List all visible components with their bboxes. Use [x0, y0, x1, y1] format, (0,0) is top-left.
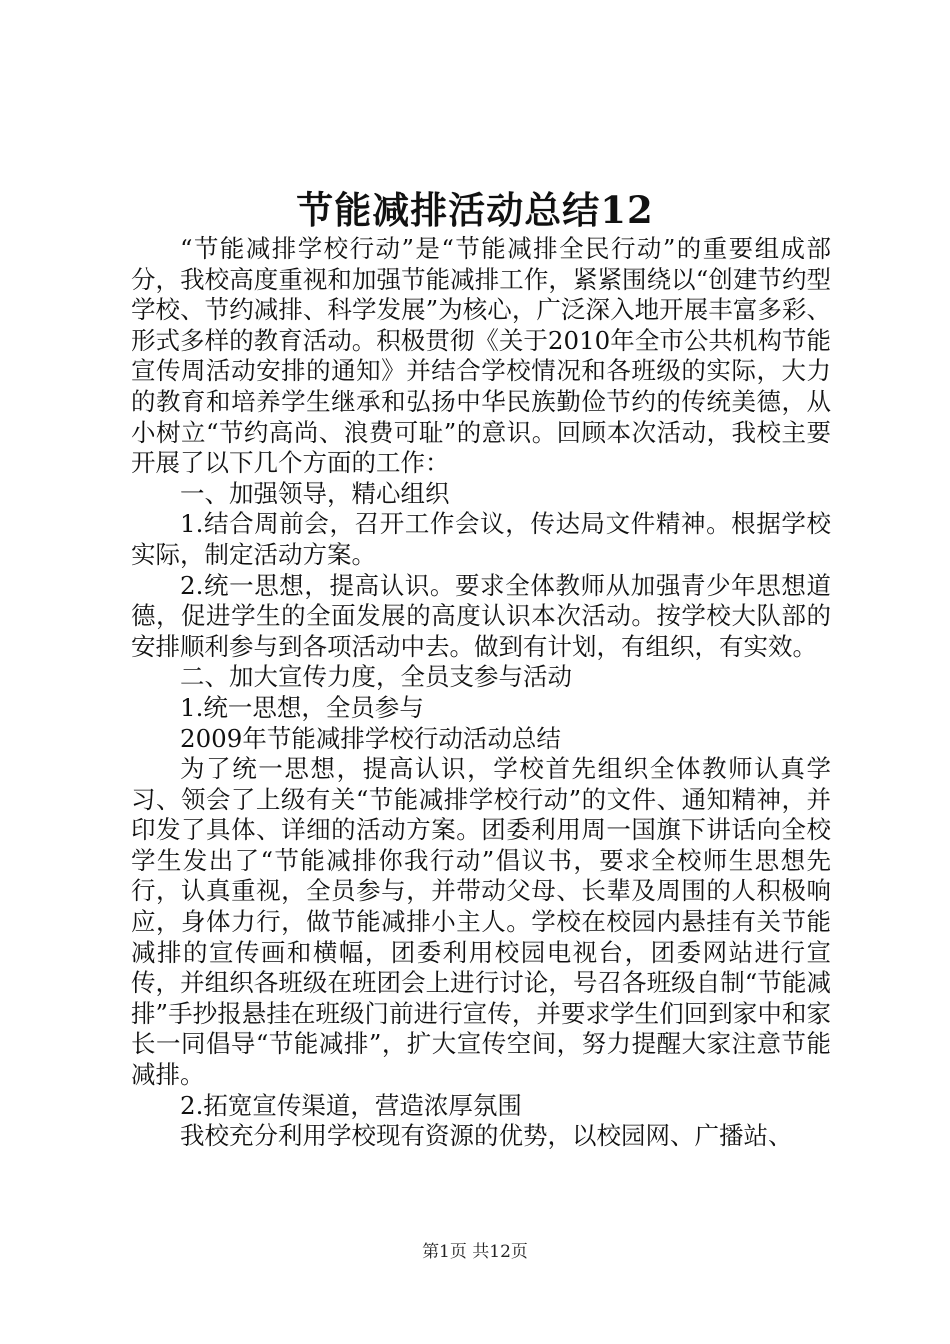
- paragraph-resources: 我校充分利用学校现有资源的优势，以校园网、广播站、: [180, 1121, 793, 1151]
- paragraph-item-2-1: 1.统一思想，全员参与: [180, 692, 424, 722]
- paragraph-subtitle: 2009年节能减排学校行动活动总结: [180, 723, 561, 753]
- paragraph-item-1-2: 2.统一思想，提高认识。要求全体教师从加强青少年思想道德，促进学生的全面发展的高度认识本次活动。按学校大队部的安排顺利参与到各项活动中去。做到有计划，有组织，有实效。: [131, 570, 831, 661]
- section-heading-2: 二、加大宣传力度，全员支参与活动: [180, 662, 572, 692]
- section-heading-1: 一、加强领导，精心组织: [180, 478, 450, 508]
- document-title: 节能减排活动总结12: [296, 188, 654, 232]
- paragraph-item-2-2: 2.拓宽宣传渠道，营造浓厚氛围: [180, 1090, 522, 1120]
- page-number-footer: 第1页 共12页: [422, 1242, 528, 1262]
- document-body: [131, 234, 831, 1152]
- paragraph-item-1-1: 1.结合周前会，召开工作会议，传达局文件精神。根据学校实际，制定活动方案。: [131, 509, 831, 569]
- paragraph-intro: “节能减排学校行动”是“节能减排全民行动”的重要组成部分，我校高度重视和加强节能减排工作，紧紧围绕以“创建节约型学校、节约减排、科学发展”为核心，广泛深入地开展丰富多彩、形式多样的教育活动。积极贯彻《关于2010年全市公共机构节能宣传周活动安排的通知》并结合学校情况和各班级的实际，大力的教育和培养学生继承和弘扬中华民族勤俭节约的传统美德，从小树立“节约高尚、浪费可耻”的意识。回顾本次活动，我校主要开展了以下几个方面的工作：: [131, 234, 831, 478]
- paragraph-publicity: 为了统一思想，提高认识，学校首先组织全体教师认真学习、领会了上级有关“节能减排学校行动”的文件、通知精神，并印发了具体、详细的活动方案。团委利用周一国旗下讲话向全校学生发出了“节能减排你我行动”倡议书，要求全校师生思想先行，认真重视，全员参与，并带动父母、长辈及周围的人积极响应，身体力行，做节能减排小主人。学校在校园内悬挂有关节能减排的宣传画和横幅，团委利用校园电视台，团委网站进行宣传，并组织各班级在班团会上进行讨论，号召各班级自制“节能减排”手抄报悬挂在班级门前进行宣传，并要求学生们回到家中和家长一同倡导“节能减排”，扩大宣传空间，努力提醒大家注意节能减排。: [131, 754, 831, 1090]
